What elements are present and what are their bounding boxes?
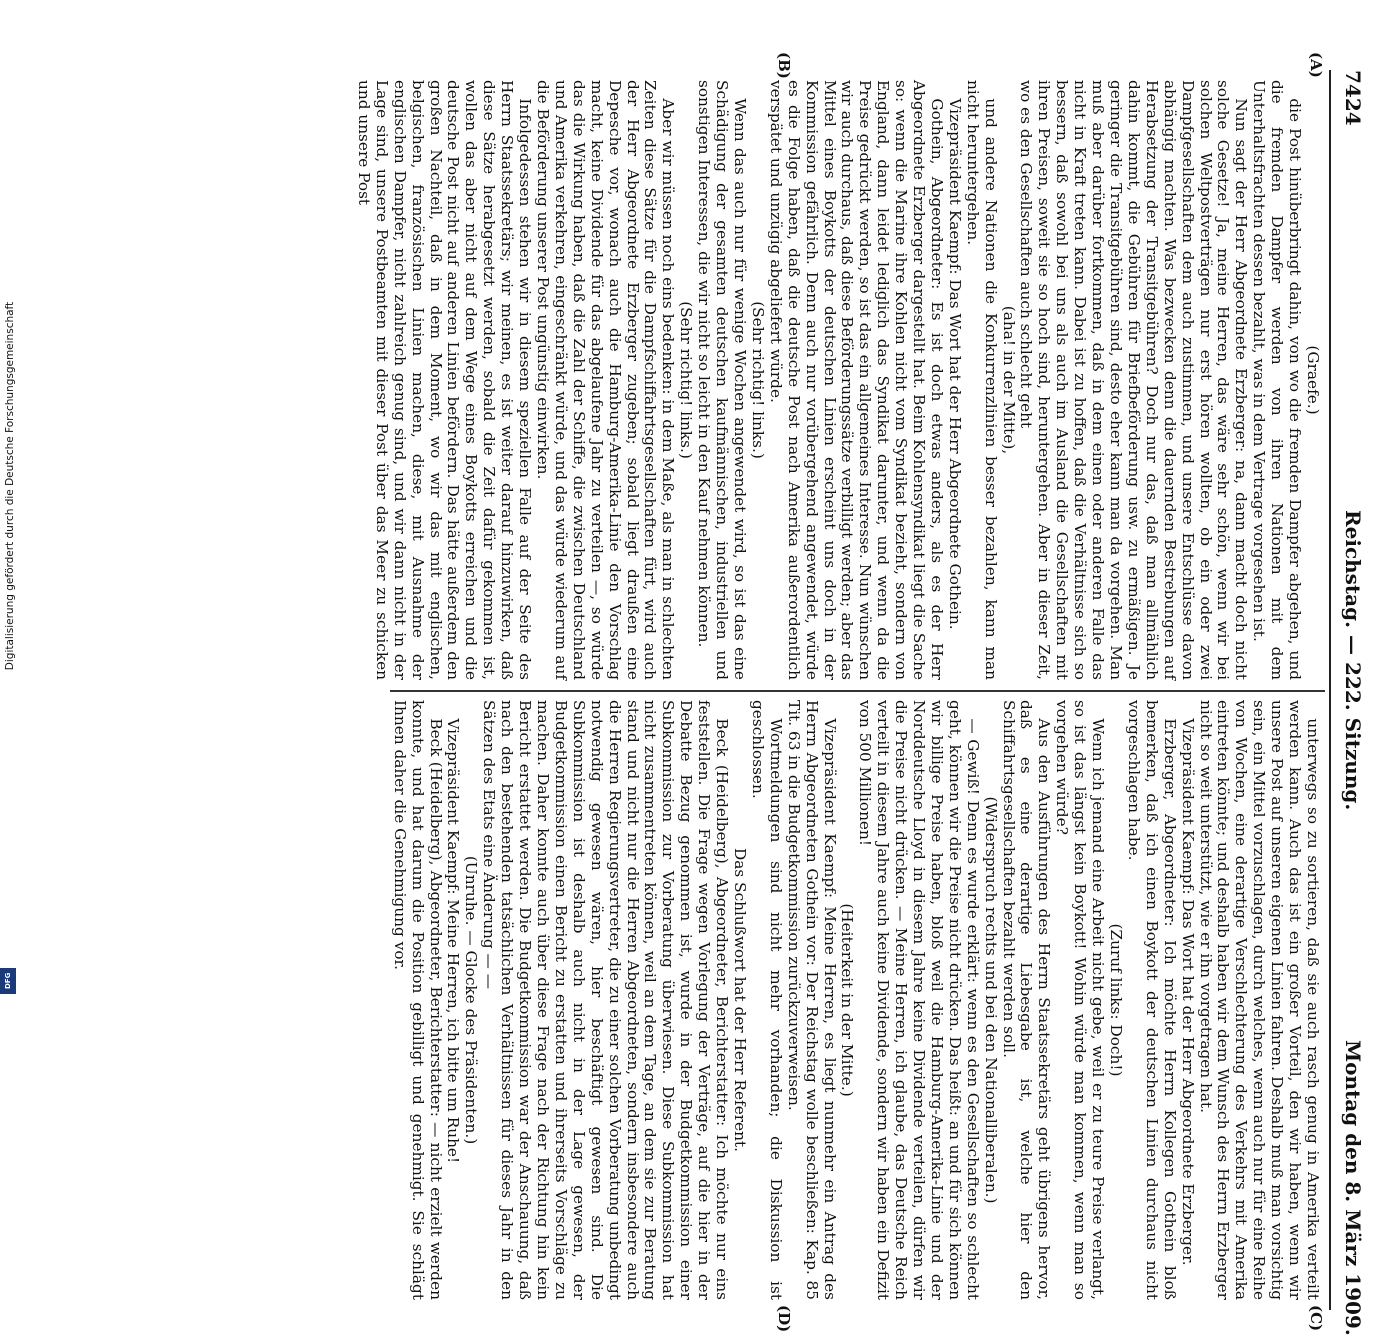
right-column [391,700,1321,1300]
right-paragraph: Vizepräsident Kaempf: Meine Herren, ich bitte um Ruhe! [444,718,463,1164]
right-paragraph: Das Schlußwort hat der Herr Referent. [731,848,749,1152]
margin-mark-b: (B) [775,52,793,79]
header-date: Montag den 8. März 1909. [1341,1040,1365,1336]
left-paragraph: und andere Nationen die Konkurrenzlinien besser bezahlen, kann man nicht heruntergehen. [963,80,1000,680]
right-paragraph: unterwegs so zu sortieren, daß sie auch rasch genug in Amerika verteilt werden kann. Auch das ist ein großer Vorteil, den wir haben, wenn wir unsere Post auf unseren eigenen Linien fahren. Deshalb muß man vorsichtig sein, ein Mittel vorzuschlagen, durch welches, wenn auch nur für eine Reihe von Wochen, eine derartige Verschlechterung des Verkehrs mit Amerika eintreten könnte; und deshalb haben wir dem Wunsch des Herrn Erzberger nicht so weit unterstützt, wie er ihn vorgetragen hat. [1196,700,1322,1300]
right-paragraph: Aus den Ausführungen des Herrn Staatssekretärs geht übrigens hervor, daß es eine derartige Liebesgabe ist, welche hier den Schiffahrtsgesellschaften bezahlt werden soll. [999,700,1054,1300]
left-paragraph: Vizepräsident Kaempf: Das Wort hat der Herr Abgeordnete Gothein. [945,98,964,630]
right-paragraph: Erzberger, Abgeordneter: Ich möchte Herrn Kollegen Gothein bloß bemerken, daß ich einen Boykott der deutschen Linien durchaus nicht vorgeschlagen habe. [1124,700,1179,1300]
right-paragraph: Vizepräsident Kaempf: Das Wort hat der Herr Abgeordnete Erzberger. [1178,718,1197,1266]
margin-mark-c: (C) [1307,1305,1325,1332]
right-paragraph: (Unruhe. — Glocke des Präsidenten.) [462,855,481,1145]
right-paragraph: Beck (Heidelberg), Abgeordneter, Berichterstatter: Ich möchte nur eins feststellen. Die Frage wegen Vorlegung der Verträge, auf die hier in der Debatte Bezug genommen ist, wurde in der Budgetkommission einer Subkommission zur Vorberatung überwiesen. Diese Subkommission hat nicht zusammentreten können, weil an dem Tage, an dem sie zur Beratung stand und nicht nur die Herren Abgeordneten, sondern insbesondere auch die Herren Regierungsvertreter, die zu einer solchen Vorberatung unbedingt notwendig gewesen wären, hier beschäftigt gewesen sind. Die Subkommission ist deshalb auch nicht in der Lage gewesen, der Budgetkommission einen Bericht zu erstatten und ihrerseits Vorschläge zu machen. Daher konnte auch über diese Frage nach der Richtung hin kein Bericht erstattet werden. Die Budgetkommission war der Anschauung, daß nach den bestehenden tatsächlichen Verhältnissen für dieses Jahr in den Sätzen des Etats eine Änderung — — [480,700,732,1300]
left-paragraph: (Graefe.) [1304,345,1322,415]
right-paragraph: (Zuruf links: Doch!) [1107,923,1126,1077]
right-paragraph: (Widerspruch rechts und bei den Nationalliberalen.) [981,796,1000,1204]
header-center: Reichstag. — 222. Sitzung. [1341,510,1365,811]
right-paragraph: Beck (Heidelberg), Abgeordneter, Berichterstatter: — nicht erzielt werden konnte, und hat darum die Position gebilligt und genehmigt. Sie schlägt Ihnen daher die Genehmigung vor. [390,700,445,1300]
side-note [0,0,18,1000]
page-header [1335,70,1365,1336]
column-divider [390,690,1325,692]
left-paragraph: (Sehr richtig! links.) [677,301,696,459]
right-paragraph: Wenn ich jemand eine Arbeit nicht gebe, weil er zu teure Preise verlangt, so ist das längst kein Boykott! Wohin würde man kommen, wenn man so vorgehen würde? [1053,700,1108,1300]
left-paragraph: Wenn das auch nur für wenige Wochen angewendet wird, so ist das eine Schädigung der gesamten deutschen kaufmännischen, industriellen und sonstigen Interessen, die wir nicht so leicht in den Kauf nehmen können. [695,80,749,680]
right-paragraph: Vizepräsident Kaempf: Meine Herren, es liegt nunmehr ein Antrag des Herrn Abgeordneten Gothein vor: Der Reichstag wolle beschließen: Kap. 85 Tit. 63 in die Budgetkommission zurückzuverweisen. [784,700,839,1300]
right-paragraph: (Heiterkeit in der Mitte.) [838,903,857,1097]
left-paragraph: Infolgedessen stehen wir in diesem speziellen Falle auf der Seite des Herrn Staatssekretärs; wir meinen, es ist weiter darauf hinzuwirken, daß diese Sätze herabgesetzt werden, sobald die Zeit dafür gekommen ist, wollen das aber nicht auf dem Wege eines Boykotts erreichen und die deutsche Post nicht auf anderen Linien befördern. Das hätte außerdem den großen Nachteil, daß in dem Moment, wo wir das mit englischen, belgischen, französischen Linien machen, diese, mit Ausnahme der englischen Dampfer, nicht zahlreich genug sind, und wir dann nicht in der Lage sind, unsere Postbeamten mit dieser Post über das Meer zu schicken und unsere Post [354,80,535,680]
side-note-text: Digitalisierung gefördert durch die Deutsche Forschungsgemeinschaft [4,301,16,671]
page-number: 7424 [1341,70,1365,126]
dfg-logo: DFG [4,972,12,989]
left-paragraph: (Sehr richtig! links.) [748,301,767,459]
left-paragraph: (aha! in der Mitte), [999,305,1018,455]
header-rule [1329,70,1331,1310]
left-paragraph: Nun sagt der Herr Abgeordnete Erzberger: na, dann macht doch nicht solche Gesetze! Ja, meine Herren, das wäre sehr schön, wenn wir bei solchen Weltpostverträgen nur erst hören wollten, ob ein oder zwei Dampfgesellschaften dem auch zustimmen, und unsere Entschlüsse davon abhängig machten. Was bezwecken denn die dauernden Bestrebungen auf Herabsetzung der Transitgebühren? Doch nur das, daß man allmählich dahin kommt, die Gebühren für Briefbeförderung usw. zu ermäßigen. Je geringer die Transitgebühren sind, desto eher kann man da vorgehen. Man muß aber darüber fortkommen, daß in dem einen oder anderen Falle das nicht in Kraft treten kann. Dabei ist zu hoffen, daß die Verhältnisse sich so bessern, daß sowohl bei uns als auch im Ausland die Gesellschaften mit ihren Preisen, soweit sie so hoch sind, heruntergehen. Aber in dieser Zeit, wo es den Gesellschaften auch schlecht geht [1017,80,1251,680]
left-paragraph: Gothein, Abgeordneter: Es ist doch etwas anders, als es der Herr Abgeordnete Erzberger dargestellt hat. Beim Kohlensyndikat liegt die Sache so: wenn die Marine ihre Kohlen nicht vom Syndikat bezieht, sondern von England, dann leidet lediglich das Syndikat darunter, und wenn da die Preise gedrückt werden, so ist das ein allgemeines Interesse. Nun wünschen wir auch durchaus, daß diese Beförderungssätze verbilligt werden; aber das Mittel eines Boykotts der deutschen Linien erscheint uns doch in der Kommission gefährlich. Denn auch nur vorübergehend angewendet, würde es die Folge haben, daß die deutsche Post nach Amerika außerordentlich verspätet und unzügig abgeliefert würde. [766,80,946,680]
left-column [354,80,1322,680]
left-paragraph: Aber wir müssen noch eins bedenken: in dem Maße, als man in schlechten Zeiten diese Sätze für die Dampfschiffahrtsgesellschaften fürt, wird auch der Herr Abgeordnete Erzberger zugeben; sobald liegt draußen eine Depesche vor, wonach auch die Hamburg-Amerika-Linie den Vorschlag macht, keine Dividende für das abgelaufene Jahr zu verteilen —, so würde das die Wirkung haben, daß die Zahl der Schiffe, die zwischen Deutschland und Amerika verkehren, eingeschränkt würde, und das würde wiederum auf die Beförderung unserer Post ungünstig einwirken. [534,80,678,680]
left-paragraph: die Post hinüberbringt dahin, von wo die fremden Dampfer abgehen, und die fremden Dampfer werden von ihren Nationen mit dem Unterhaltsfrachten dessen bezahlt, was in dem Vertrage vorgesehen ist. [1250,80,1305,680]
right-paragraph: Wortmeldungen sind nicht mehr vorhanden; die Diskussion ist geschlossen. [748,700,785,1300]
right-paragraph: — Gewiß! Denn es wurde erklärt: wenn es den Gesellschaften so schlecht geht, können wir die Preise nicht drücken. Das heißt: an und für sich können wir billige Preise haben, bloß weil die Hamburg-Amerika-Linie und der Norddeutsche Lloyd in diesem Jahre keine Dividende verteilen, dürfen wir die Preise nicht drücken. — Meine Herren, ich glaube, das Deutsche Reich verteilt in diesem Jahre auch keine Dividende, sondern wir haben ein Defizit von 500 Millionen! [856,700,982,1300]
margin-mark-a: (A) [1307,52,1325,78]
margin-mark-d: (D) [775,1305,793,1333]
